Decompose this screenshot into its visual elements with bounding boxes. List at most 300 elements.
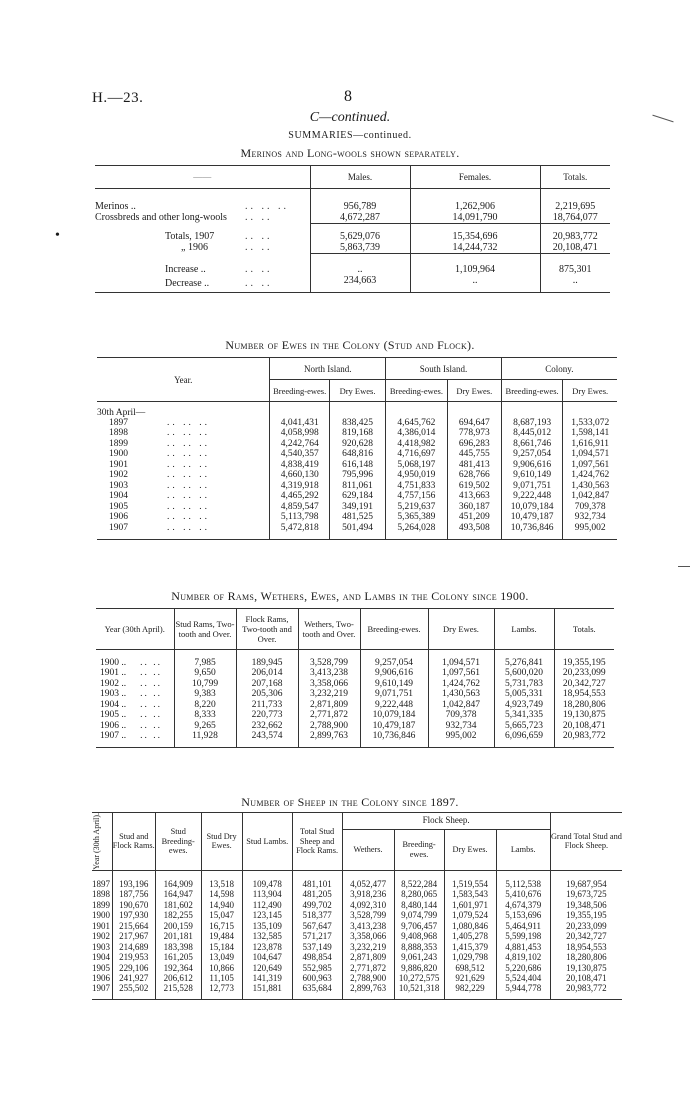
cell: 243,574 (236, 731, 298, 748)
stud-col-header: Stud Breeding-ewes. (155, 813, 201, 871)
cell: 20,233,099 (550, 920, 622, 931)
cell-females: 15,354,696 (410, 231, 540, 242)
cell: 481,525 (329, 512, 385, 523)
cell: 187,756 (112, 889, 155, 900)
cell: 8,220 (174, 700, 236, 711)
year-cell (97, 481, 270, 492)
table-row (92, 931, 622, 942)
cell: 3,528,799 (298, 658, 360, 669)
group-header: South Island. (386, 358, 502, 380)
cell-males: 5,863,739 (310, 242, 410, 254)
cell: 9,610,149 (360, 679, 428, 690)
cell: 920,628 (329, 439, 385, 450)
cell: 215,664 (112, 920, 155, 931)
cell: 537,149 (292, 941, 342, 952)
year: 1907 .. (100, 731, 127, 741)
cell: 141,319 (242, 973, 292, 984)
cell: 4,319,918 (270, 481, 329, 492)
cell: 413,663 (447, 491, 501, 502)
cell-males: 5,629,076 (310, 231, 410, 242)
table-row (92, 889, 622, 900)
cell: 445,755 (447, 449, 501, 460)
cell: 10,866 (201, 962, 242, 973)
year: 1904 (109, 491, 128, 502)
col-header: Breeding-ewes. (360, 609, 428, 650)
cell: 181,602 (155, 899, 201, 910)
cell: 648,816 (329, 449, 385, 460)
year: 1901 .. (100, 668, 127, 679)
cell: 9,383 (174, 689, 236, 700)
cell: 696,283 (447, 439, 501, 450)
cell: 2,788,900 (342, 973, 394, 984)
cell: 4,859,547 (270, 502, 329, 513)
cell: 709,378 (563, 502, 617, 513)
cell-females: 14,091,790 (410, 212, 540, 224)
cell: 995,002 (563, 523, 617, 540)
cell: 1,519,554 (444, 878, 496, 889)
cell: 14,598 (201, 889, 242, 900)
leader-dots: .. .. .. (167, 522, 210, 533)
cell: 1,405,278 (444, 931, 496, 942)
cell: 19,348,506 (550, 899, 622, 910)
leader-dots: .. .. (140, 731, 162, 741)
table-row (97, 502, 617, 513)
cell: 9,061,243 (394, 952, 444, 963)
ewes-table-title: Number of Ewes in the Colony (Stud and Flock). (225, 338, 475, 352)
cell: 5,599,198 (496, 931, 550, 942)
cell: 8,522,284 (394, 878, 444, 889)
row-label: Merinos .. (95, 200, 136, 212)
cell: 120,649 (242, 962, 292, 973)
leader-dots: .. .. .. (167, 428, 210, 439)
table-row (95, 242, 610, 254)
cell: 16,715 (201, 920, 242, 931)
sub-header: Breeding-ewes. (501, 380, 563, 402)
cell: 2,771,872 (298, 710, 360, 721)
year: 1900 (109, 449, 128, 460)
cell: 4,092,310 (342, 899, 394, 910)
cell: 1,029,798 (444, 952, 496, 963)
cell: 215,528 (155, 983, 201, 1000)
table-row (97, 418, 617, 429)
rams-table-title: Number of Rams, Wethers, Ewes, and Lambs in the Colony since 1900. (171, 589, 529, 603)
table-row (96, 689, 614, 700)
year: 1904 .. (100, 699, 127, 710)
cell: 113,904 (242, 889, 292, 900)
cell: 11,105 (201, 973, 242, 984)
cell: 4,881,453 (496, 941, 550, 952)
cell: 5,944,778 (496, 983, 550, 1000)
cell: 481,101 (292, 878, 342, 889)
cell: 616,148 (329, 460, 385, 471)
cell: 20,233,099 (554, 668, 614, 679)
cell-totals: 2,219,695 (540, 201, 610, 212)
cell: 501,494 (329, 523, 385, 540)
table-row (96, 721, 614, 732)
cell-totals: 20,108,471 (540, 242, 610, 254)
leader-dots: .. .. .. (167, 501, 210, 512)
cell: 518,377 (292, 910, 342, 921)
cell: 112,490 (242, 899, 292, 910)
table-row (92, 920, 622, 931)
cell: 1,097,561 (428, 668, 494, 679)
cell: 9,610,149 (501, 470, 563, 481)
cell-males: 956,789 (310, 201, 410, 212)
cell-totals: 20,983,772 (540, 231, 610, 242)
cell: 219,953 (112, 952, 155, 963)
year-cell (96, 679, 174, 690)
table-row (97, 439, 617, 450)
year-cell (97, 512, 270, 523)
cell: 18,280,806 (550, 952, 622, 963)
table-row (92, 941, 622, 952)
year: 1899 (92, 899, 110, 910)
row-label: Increase .. (165, 263, 206, 275)
flock-col-header: Wethers. (342, 829, 394, 870)
cell: 932,734 (428, 721, 494, 732)
stud-col-header: Stud and Flock Rams. (112, 813, 155, 871)
cell: 499,702 (292, 899, 342, 910)
leader-dots: .. .. (140, 720, 162, 731)
cell: 8,445,012 (501, 428, 563, 439)
cell: 349,191 (329, 502, 385, 513)
cell: 932,734 (563, 512, 617, 523)
cell: 778,973 (447, 428, 501, 439)
continued-heading: C—continued. (309, 110, 391, 125)
cell: 1,533,072 (563, 418, 617, 429)
cell: 9,906,616 (501, 460, 563, 471)
cell: 1,430,563 (428, 689, 494, 700)
cell: 5,341,335 (494, 710, 554, 721)
cell: 498,854 (292, 952, 342, 963)
year-cell (97, 502, 270, 513)
cell-totals: 875,301 (540, 264, 610, 275)
cell: 4,041,431 (270, 418, 329, 429)
year-cell (96, 710, 174, 721)
year: 1905 .. (100, 710, 127, 721)
flock-col-header: Breeding-ewes. (394, 829, 444, 870)
cell: 123,878 (242, 941, 292, 952)
margin-bullet: • (55, 228, 60, 243)
flock-col-header: Dry Ewes. (444, 829, 496, 870)
year: 1906 .. (100, 720, 127, 731)
year: 1901 (92, 920, 110, 931)
cell: 552,985 (292, 962, 342, 973)
leader-dots: .. .. (140, 689, 162, 700)
table-row (97, 512, 617, 523)
year: 1901 (109, 459, 128, 470)
cell: 4,465,292 (270, 491, 329, 502)
cell: 10,799 (174, 679, 236, 690)
cell: 493,508 (447, 523, 501, 540)
cell: 15,047 (201, 910, 242, 921)
cell: 635,684 (292, 983, 342, 1000)
year: 1902 (109, 470, 128, 481)
table-row (92, 952, 622, 963)
year-cell (96, 658, 174, 669)
year-header (92, 813, 112, 871)
table-row (96, 679, 614, 690)
summaries-title: SUMMARIES—continued. (288, 130, 412, 141)
cell: 795,996 (329, 470, 385, 481)
col-header-totals: Totals. (540, 166, 610, 189)
cell: 3,232,219 (298, 689, 360, 700)
cell: 232,662 (236, 721, 298, 732)
col-header-females: Females. (410, 166, 540, 189)
year: 1902 (92, 931, 110, 941)
cell: 189,945 (236, 658, 298, 669)
cell: 1,616,911 (563, 439, 617, 450)
year: 1900 (92, 910, 110, 920)
row-label: Crossbreds and other long-wools (95, 211, 227, 223)
cell: 995,002 (428, 731, 494, 748)
cell: 1,424,762 (563, 470, 617, 481)
leader-dots: .. .. (140, 699, 162, 710)
cell: 4,950,019 (386, 470, 448, 481)
sub-header: Dry Ewes. (447, 380, 501, 402)
year-cell (96, 731, 174, 748)
cell: 20,108,471 (554, 721, 614, 732)
cell: 5,005,331 (494, 689, 554, 700)
year-cell (96, 700, 174, 711)
cell: 1,042,847 (428, 700, 494, 711)
cell: 1,583,543 (444, 889, 496, 900)
cell: 5,665,723 (494, 721, 554, 732)
cell: 18,280,806 (554, 700, 614, 711)
cell: 10,272,575 (394, 973, 444, 984)
cell: 709,378 (428, 710, 494, 721)
cell: 1,424,762 (428, 679, 494, 690)
cell: 10,736,846 (360, 731, 428, 748)
year: 1897 (109, 417, 128, 428)
cell: 13,518 (201, 878, 242, 889)
cell: 8,333 (174, 710, 236, 721)
year-cell (97, 523, 270, 540)
sub-header: Breeding-ewes. (270, 380, 329, 402)
cell: 9,265 (174, 721, 236, 732)
cell: 3,918,236 (342, 889, 394, 900)
cell: 451,209 (447, 512, 501, 523)
cell: 4,386,014 (386, 428, 448, 439)
cell: 567,647 (292, 920, 342, 931)
cell: 360,187 (447, 502, 501, 513)
year: 1905 (109, 501, 128, 512)
cell: 8,687,193 (501, 418, 563, 429)
year-cell (96, 721, 174, 732)
leader-dots: .. .. (245, 242, 273, 254)
leader-dots: .. .. .. (167, 438, 210, 449)
sub-header: Dry Ewes. (329, 380, 385, 402)
table-row (92, 910, 622, 921)
year-cell (97, 439, 270, 450)
cell: 571,217 (292, 931, 342, 942)
cell: 193,196 (112, 878, 155, 889)
cell: 206,014 (236, 668, 298, 679)
cell: 20,342,727 (554, 679, 614, 690)
cell: 838,425 (329, 418, 385, 429)
cell: 10,479,187 (501, 512, 563, 523)
year-cell (97, 460, 270, 471)
cell: 629,184 (329, 491, 385, 502)
year-cell (97, 470, 270, 481)
table-row (96, 710, 614, 721)
cell: 10,079,184 (360, 710, 428, 721)
cell: 5,365,389 (386, 512, 448, 523)
group-header: Colony. (501, 358, 617, 380)
leader-dots: .. .. .. (167, 459, 210, 470)
table-row (95, 212, 610, 224)
cell-males: 4,672,287 (310, 212, 410, 224)
cell: 3,528,799 (342, 910, 394, 921)
cell: 241,927 (112, 973, 155, 984)
year-cell (97, 449, 270, 460)
cell: 229,106 (112, 962, 155, 973)
cell: 182,255 (155, 910, 201, 921)
table-row (95, 264, 610, 275)
leader-dots: .. .. (245, 263, 273, 275)
cell: 19,130,875 (550, 962, 622, 973)
cell: 4,660,130 (270, 470, 329, 481)
leader-dots: .. .. (140, 657, 162, 668)
cell: 190,670 (112, 899, 155, 910)
cell-females: 14,244,732 (410, 242, 540, 254)
cell: 4,540,357 (270, 449, 329, 460)
cell: 1,079,524 (444, 910, 496, 921)
year-header: Year. (97, 358, 270, 402)
cell: 11,928 (174, 731, 236, 748)
date-label: 30th April— (97, 407, 146, 418)
cell: 255,502 (112, 983, 155, 1000)
cell-males: .. (310, 264, 410, 275)
cell: 5,220,686 (496, 962, 550, 973)
cell: 1,080,846 (444, 920, 496, 931)
cell: 206,612 (155, 973, 201, 984)
stud-col-header: Total Stud Sheep and Flock Rams. (292, 813, 342, 871)
year: 1897 (92, 878, 110, 889)
cell: 2,899,763 (298, 731, 360, 748)
cell: 694,647 (447, 418, 501, 429)
cell: 9,408,968 (394, 931, 444, 942)
cell: 2,871,809 (342, 952, 394, 963)
cell: 220,773 (236, 710, 298, 721)
cell: 1,601,971 (444, 899, 496, 910)
ewes-table (97, 357, 617, 540)
cell: 2,771,872 (342, 962, 394, 973)
cell: 14,940 (201, 899, 242, 910)
flock-group-header: Flock Sheep. (342, 813, 550, 830)
cell: 20,342,727 (550, 931, 622, 942)
cell: 5,113,798 (270, 512, 329, 523)
cell: 9,222,448 (360, 700, 428, 711)
cell: 4,751,833 (386, 481, 448, 492)
cell: 164,947 (155, 889, 201, 900)
edge-scan-mark (678, 566, 690, 567)
year: 1905 (92, 962, 110, 973)
cell: 19,673,725 (550, 889, 622, 900)
cell: 698,512 (444, 962, 496, 973)
cell: 5,276,841 (494, 658, 554, 669)
table-row (95, 201, 610, 212)
cell: 2,788,900 (298, 721, 360, 732)
year: 1903 .. (100, 689, 127, 700)
cell: 4,052,477 (342, 878, 394, 889)
year: 1902 .. (100, 678, 127, 689)
cell-totals: 18,764,077 (540, 212, 610, 224)
cell-females: 1,109,964 (410, 264, 540, 275)
stud-col-header: Stud Dry Ewes. (201, 813, 242, 871)
cell: 10,736,846 (501, 523, 563, 540)
cell: 5,600,020 (494, 668, 554, 679)
cell: 5,219,637 (386, 502, 448, 513)
cell: 211,733 (236, 700, 298, 711)
cell: 4,923,749 (494, 700, 554, 711)
cell: 123,145 (242, 910, 292, 921)
year: 1899 (109, 438, 128, 449)
table-row (97, 523, 617, 540)
cell: 481,205 (292, 889, 342, 900)
year: 1898 (92, 889, 110, 899)
year: 1903 (109, 480, 128, 491)
cell: 2,871,809 (298, 700, 360, 711)
cell-totals: .. (540, 275, 610, 293)
col-header: Stud Rams, Two-tooth and Over. (174, 609, 236, 650)
cell: 5,524,404 (496, 973, 550, 984)
stud-col-header: Stud Lambs. (242, 813, 292, 871)
cell: 104,647 (242, 952, 292, 963)
cell: 10,479,187 (360, 721, 428, 732)
cell: 4,838,419 (270, 460, 329, 471)
cell: 4,674,379 (496, 899, 550, 910)
cell: 1,094,571 (563, 449, 617, 460)
cell: 1,097,561 (563, 460, 617, 471)
cell: 2,899,763 (342, 983, 394, 1000)
rams-wethers-table (96, 608, 614, 748)
cell: 20,983,772 (550, 983, 622, 1000)
cell: 1,415,379 (444, 941, 496, 952)
cell: 3,413,238 (298, 668, 360, 679)
cell: 8,888,353 (394, 941, 444, 952)
cell: 20,983,772 (554, 731, 614, 748)
leader-dots: .. .. .. (167, 417, 210, 428)
cell: 628,766 (447, 470, 501, 481)
cell-males: 234,663 (310, 275, 410, 293)
year: 1903 (92, 941, 110, 952)
cell: 9,222,448 (501, 491, 563, 502)
cell: 921,629 (444, 973, 496, 984)
sub-header: Dry Ewes. (563, 380, 617, 402)
cell: 3,358,066 (342, 931, 394, 942)
table-row (92, 878, 622, 889)
table-row (92, 983, 622, 1000)
row-label: Totals, 1907 (165, 231, 215, 242)
cell: 811,061 (329, 481, 385, 492)
cell-females: .. (410, 275, 540, 293)
cell: 1,598,141 (563, 428, 617, 439)
col-header: Flock Rams, Two-tooth and Over. (236, 609, 298, 650)
page-number: 8 (344, 88, 352, 105)
table-row (96, 658, 614, 669)
cell: 10,079,184 (501, 502, 563, 513)
cell: 201,181 (155, 931, 201, 942)
year-cell (97, 491, 270, 502)
cell: 481,413 (447, 460, 501, 471)
cell: 151,881 (242, 983, 292, 1000)
cell: 9,706,457 (394, 920, 444, 931)
cell: 217,967 (112, 931, 155, 942)
table-row (92, 973, 622, 984)
row-label: „ 1906 (181, 242, 208, 254)
year: 1906 (109, 512, 128, 523)
